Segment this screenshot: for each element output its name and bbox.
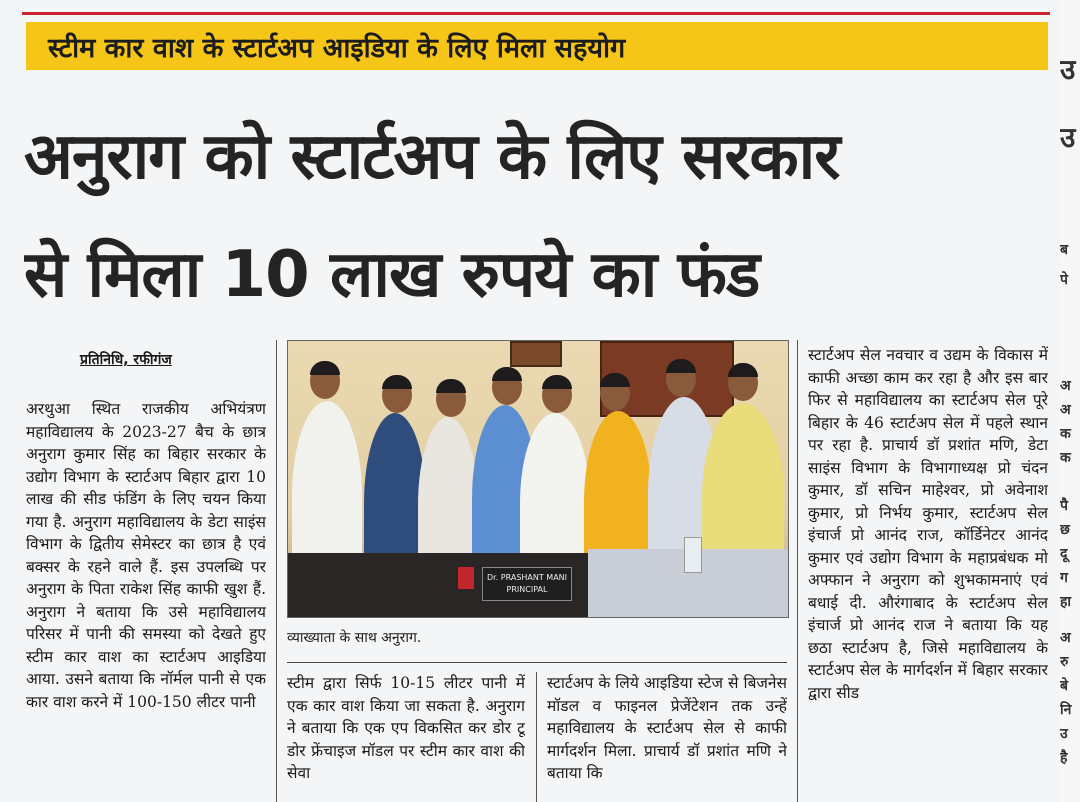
adjacent-page-edge — [1060, 0, 1080, 802]
edge-glyph: हा — [1060, 594, 1072, 610]
wall-frame — [510, 341, 562, 367]
person-hair — [382, 375, 412, 389]
edge-glyph: उ — [1060, 53, 1076, 86]
caption-rule — [287, 662, 787, 663]
article-column-1: अरथुआ स्थित राजकीय अभियंत्रण महाविद्यालय के 2023-27 बैच के छात्र अनुराग कुमार सिंह का बिहार सरकार के उद्योग विभाग के स्टार्टअप बिहार द्वारा 10 लाख की सीड फंडिंग के लिए चयन किया गया है. अनुराग महाविद्यालय के डेटा साइंस विभाग के द्वितीय सेमेस्टर का छात्र है एवं बक्सर के रहने वाले हैं. इस उपलब्धि पर अनुराग के पिता राकेश सिंह काफी खुश हैं. अनुराग ने बताया कि उसे महाविद्यालय परिसर में पानी की समस्या को देखते हुए स्टीम कार वाश का स्टार्टअप आइडिया आया. उसने बताया कि नॉर्मल पानी से एक कार वाश करने में 100-150 लीटर पानी — [26, 400, 266, 711]
edge-glyph: अ — [1060, 402, 1071, 418]
desk-cup — [458, 567, 474, 589]
nameplate-title: PRINCIPAL — [506, 585, 548, 594]
person-hair — [492, 367, 522, 381]
photo-caption: व्याख्याता के साथ अनुराग. — [287, 630, 422, 646]
edge-glyph: ब — [1060, 242, 1068, 258]
column-divider — [797, 340, 798, 802]
edge-glyph: दू — [1060, 546, 1068, 562]
column-divider — [536, 672, 537, 802]
column-divider — [276, 340, 277, 802]
edge-glyph: पे — [1060, 272, 1068, 288]
person-hair — [728, 363, 758, 377]
edge-glyph: रु — [1060, 654, 1069, 670]
nameplate-name: Dr. PRASHANT MANI — [486, 573, 568, 582]
headline-line-2: से मिला 10 लाख रुपये का फंड — [24, 238, 760, 312]
kicker-banner — [26, 22, 1048, 70]
edge-glyph: उ — [1060, 121, 1076, 154]
water-glass — [684, 537, 702, 573]
article-column-3: स्टार्टअप के लिये आइडिया स्टेज से बिजनेस मॉडल व फाइनल प्रेजेंटेशन तक उन्हें महाविद्यालय के स्टार्टअप सेल से काफी मार्गदर्शन मिला. प्राचार्य डॉ प्रशांत मणि ने बताया कि — [547, 674, 787, 782]
edge-glyph: छ — [1060, 522, 1070, 538]
person-hair — [436, 379, 466, 393]
article-column-2: स्टीम द्वारा सिर्फ 10-15 लीटर पानी में एक कार वाश किया जा सकता है. अनुराग ने बताया कि एक एप विकसित कर डोर टू डोर फ्रेंचाइज मॉडल पर स्टीम कार वाश की सेवा — [287, 674, 525, 782]
edge-glyph: पै — [1060, 498, 1068, 514]
news-photo — [287, 340, 789, 618]
principal-nameplate — [482, 567, 572, 601]
edge-glyph: है — [1060, 750, 1068, 766]
edge-glyph: अ — [1060, 630, 1071, 646]
edge-glyph: क — [1060, 426, 1071, 442]
headline — [24, 98, 1054, 334]
top-rule — [22, 12, 1050, 15]
edge-glyph: अ — [1060, 378, 1071, 394]
edge-glyph: बे — [1060, 678, 1068, 694]
edge-glyph: ग — [1060, 570, 1068, 586]
person-hair — [542, 375, 572, 389]
edge-glyph: नि — [1060, 702, 1072, 718]
edge-glyph: क — [1060, 450, 1071, 466]
banner-text: स्टीम कार वाश के स्टार्टअप आइडिया के लिए मिला सहयोग — [48, 32, 626, 64]
byline: प्रतिनिधि, रफीगंज — [80, 352, 172, 368]
edge-glyph: उ — [1060, 726, 1068, 742]
person-hair — [310, 361, 340, 375]
article-column-4: स्टार्टअप सेल नवचार व उद्यम के विकास में काफी अच्छा काम कर रहा है और इस बार फिर से महाविद्यालय का स्टार्टअप सेल पूरे बिहार के 46 स्टार्टअप सेल में पहले स्थान पर रहा है. प्राचार्य डॉ प्रशांत मणि, डेटा साइंस विभाग के विभागाध्यक्ष प्रो चंदन कुमार, डॉ सचिन माहेश्वर, प्रो अवेनाश कुमार, प्रो निर्भय कुमार, स्टार्टअप सेल इंचार्ज प्रो आनंद राज, कॉर्डिनेटर आनंद कुमार एवं उद्योग विभाग के महाप्रबंधक मो अफ्फान ने अनुराग को शुभकामनाएं एवं बधाई दी. औरंगाबाद के स्टार्टअप सेल इंचार्ज प्रो आनंद राज ने बताया कि यह छठा स्टार्टअप है, जिसे महाविद्यालय के स्टार्टअप सेल के मार्गदर्शन में बिहार सरकार द्वारा सीड — [808, 346, 1048, 702]
headline-line-1: अनुराग को स्टार्टअप के लिए सरकार — [24, 120, 840, 194]
